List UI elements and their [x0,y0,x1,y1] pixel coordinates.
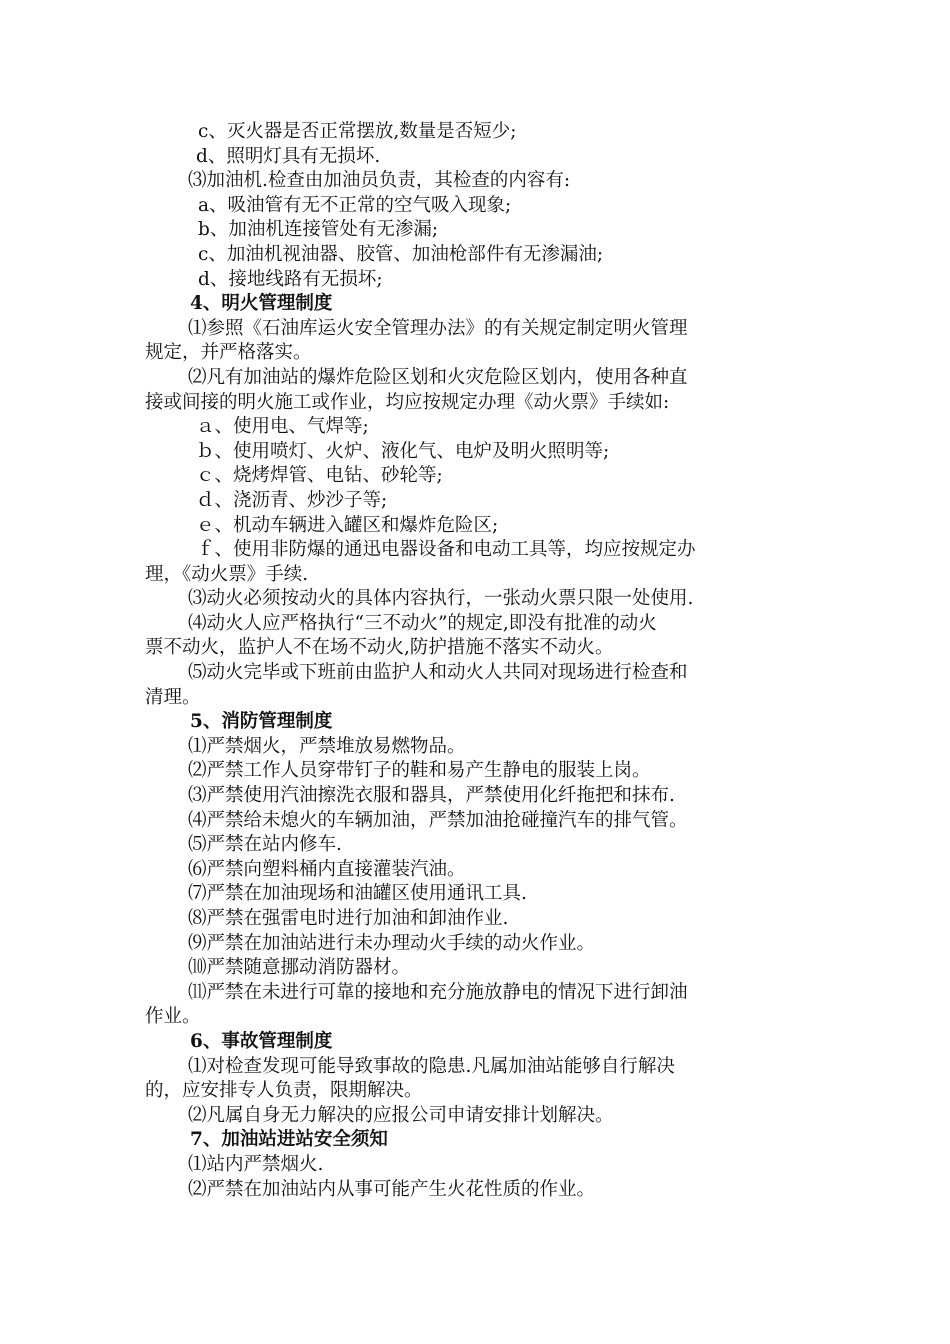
text-line: 票不动火，监护人不在场不动火,防护措施不落实不动火。 [145,637,614,659]
text-line: 作业。 [145,1006,201,1028]
text-line: ｄ、浇沥青、炒沙子等; [196,489,388,511]
text-line: ⑶严禁使用汽油擦洗衣服和器具，严禁使用化纤拖把和抹布. [188,785,675,807]
text-line: ｂ、使用喷灯、火炉、液化气、电炉及明火照明等; [196,440,610,462]
section-heading: 7、加油站进站安全须知 [190,1129,388,1151]
text-line: ｆ、使用非防爆的通迅电器设备和电动工具等，均应按规定办 [196,539,696,561]
text-line: ⑶加油机.检查由加油员负责，其检查的内容有: [188,170,571,192]
document-body [0,120,950,1202]
text-line: 理，《动火票》手续. [145,563,309,585]
text-line: ⑵严禁在加油站内从事可能产生火花性质的作业。 [188,1178,596,1200]
text-line: ⑴站内严禁烟火. [188,1153,324,1175]
text-line: c、灭火器是否正常摆放,数量是否短少; [198,121,517,142]
text-line: ⑻严禁在强雷电时进行加油和卸油作业. [188,908,509,929]
text-line: 的，应安排专人负责，限期解决。 [145,1080,423,1102]
text-line: 清理。 [145,686,201,708]
text-line: ⑴参照《石油库运火安全管理办法》的有关规定制定明火管理 [188,317,688,339]
text-line: ⑷动火人应严格执行“三不动火”的规定,即没有批准的动火 [188,612,657,634]
text-line: ａ、使用电、气焊等; [196,416,369,438]
text-line: ⑵凡属自身无力解决的应报公司申请安排计划解决。 [188,1104,614,1126]
text-line: ⑼严禁在加油站进行未办理动火手续的动火作业。 [188,932,596,954]
text-line: d、照明灯具有无损坏. [196,145,381,167]
section-heading: 6、事故管理制度 [190,1030,333,1052]
text-line: a、吸油管有无不正常的空气吸入现象; [198,194,512,216]
text-line: ⑽严禁随意挪动消防器材。 [188,957,411,979]
text-line: ⑴严禁烟火，严禁堆放易燃物品。 [188,735,466,757]
text-line: 接或间接的明火施工或作业，均应按规定办理《动火票》手续如: [145,391,670,413]
text-line: 规定，并严格落实。 [145,342,312,364]
text-line: ⑴对检查发现可能导致事故的隐患.凡属加油站能够自行解决 [188,1055,675,1077]
text-line: ⑾严禁在未进行可靠的接地和充分施放静电的情况下进行卸油 [188,981,688,1003]
text-line: ⑵凡有加油站的爆炸危险区划和火灾危险区划内，使用各种直 [188,366,688,388]
text-line: ⑹严禁向塑料桶内直接灌装汽油。 [188,858,466,880]
text-line: ⑵严禁工作人员穿带钉子的鞋和易产生静电的服装上岗。 [188,760,651,782]
text-line: ⑺严禁在加油现场和油罐区使用通讯工具. [188,883,527,905]
text-line: ｃ、烧烤焊管、电钻、砂轮等; [196,465,443,487]
text-line: ⑸严禁在站内修车. [188,834,342,856]
text-line: c、加油机视油器、胶管、加油枪部件有无渗漏油; [198,243,604,265]
section-heading: 4、明火管理制度 [190,293,333,315]
section-heading: 5、消防管理制度 [190,711,333,733]
text-line: ⑷严禁给未熄火的车辆加油，严禁加油抢碰撞汽车的排气管。 [188,809,688,831]
text-line: b、加油机连接管处有无渗漏; [198,219,439,241]
text-line: ｅ、机动车辆进入罐区和爆炸危险区; [196,514,499,536]
text-line: d、接地线路有无损坏; [198,268,383,290]
text-line: ⑸动火完毕或下班前由监护人和动火人共同对现场进行检查和 [188,662,688,684]
text-line: ⑶动火必须按动火的具体内容执行，一张动火票只限一处使用. [188,588,694,610]
